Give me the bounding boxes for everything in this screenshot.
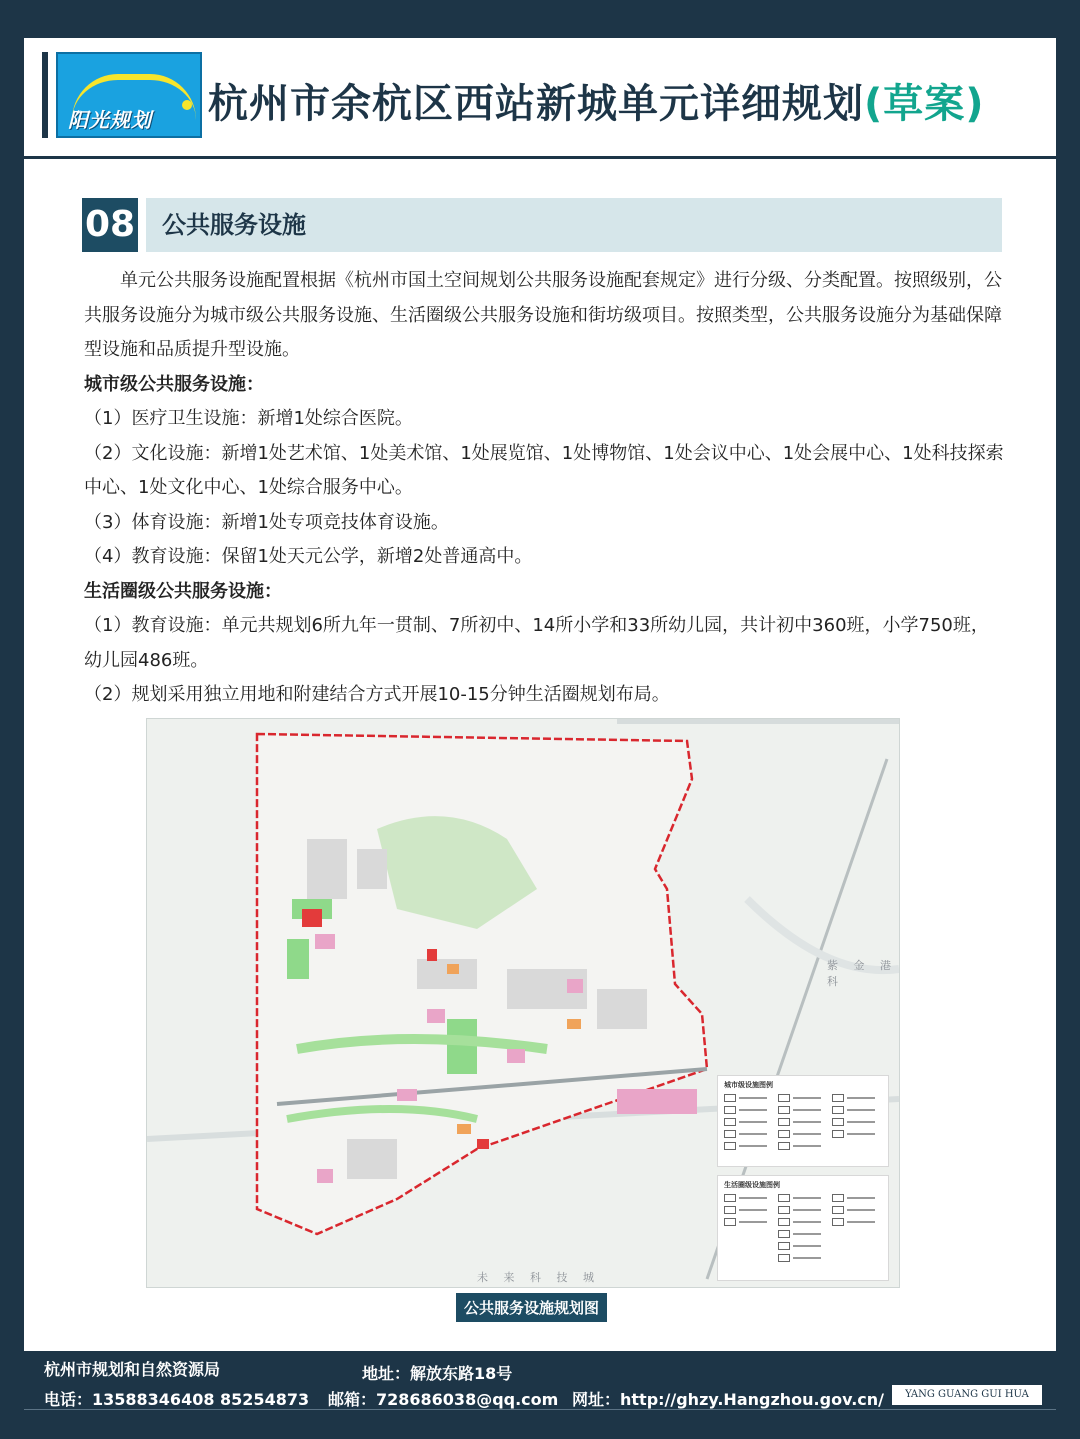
legend-entry: [724, 1142, 770, 1150]
legend-entry: [778, 1130, 824, 1138]
map-label-south: 未 来 科 技 城: [477, 1271, 600, 1284]
body-text: [84, 264, 1004, 713]
legend-entry: [724, 1206, 770, 1214]
legend-life-circle: [717, 1175, 889, 1281]
legend-entry: [832, 1118, 878, 1126]
footer-phone: 电话：13588346408 85254873: [44, 1390, 310, 1409]
title-suffix: (草案): [864, 81, 985, 127]
section-header: [146, 198, 1002, 252]
legend-life-title: 生活圈级设施图例: [724, 1181, 780, 1189]
header-accent-bar: [42, 52, 48, 138]
life-circle-heading: 生活圈级公共服务设施：: [84, 580, 282, 602]
legend-entry: [778, 1254, 824, 1262]
page-title: [208, 72, 985, 129]
legend-entry: [832, 1206, 878, 1214]
footer-address: 地址：解放东路18号: [362, 1364, 513, 1383]
legend-entry: [778, 1242, 824, 1250]
section-title: 公共服务设施: [162, 211, 306, 239]
life-item: （1）教育设施：单元共规划6所九年一贯制、7所初中、14所小学和33所幼儿园，共计初中360班，小学750班，幼儿园486班。: [84, 615, 989, 671]
legend-entry: [832, 1106, 878, 1114]
footer-divider: [24, 1409, 1056, 1410]
footer: [0, 1353, 1080, 1439]
city-item: （1）医疗卫生设施：新增1处综合医院。: [84, 408, 413, 429]
page: [24, 38, 1056, 1351]
section-number: 08: [82, 198, 138, 252]
legend-city-title: 城市级设施图例: [724, 1081, 773, 1089]
legend-entry: [778, 1094, 824, 1102]
footer-brand: YANG GUANG GUI HUA: [892, 1385, 1042, 1405]
legend-entry: [832, 1194, 878, 1202]
legend-entry: [724, 1094, 770, 1102]
legend-city: [717, 1075, 889, 1167]
header: [24, 38, 1056, 159]
legend-entry: [832, 1130, 878, 1138]
footer-email: 邮箱：728686038@qq.com: [328, 1390, 559, 1409]
city-item: （2）文化设施：新增1处艺术馆、1处美术馆、1处展览馆、1处博物馆、1处会议中心、1处会展中心、1处科技探索中心、1处文化中心、1处综合服务中心。: [84, 442, 1004, 498]
legend-entry: [778, 1218, 824, 1226]
intro-paragraph: 单元公共服务设施配置根据《杭州市国土空间规划公共服务设施配套规定》进行分级、分类配置。按照级别，公共服务设施分为城市级公共服务设施、生活圈级公共服务设施和街坊级项目。按照类型，公共服务设施分为基础保障型设施和品质提升型设施。: [84, 270, 1002, 360]
map-label-east: 紫 金 港 科: [827, 959, 897, 988]
legend-entry: [778, 1106, 824, 1114]
legend-entry: [832, 1094, 878, 1102]
logo-text: 阳光规划: [68, 108, 152, 132]
legend-entry: [724, 1218, 770, 1226]
legend-entry: [724, 1106, 770, 1114]
city-level-heading: 城市级公共服务设施：: [84, 373, 264, 395]
footer-organization: 杭州市规划和自然资源局: [44, 1360, 221, 1379]
legend-entry: [724, 1118, 770, 1126]
city-item: （3）体育设施：新增1处专项竞技体育设施。: [84, 511, 449, 533]
planning-map: [146, 718, 900, 1288]
life-item: （2）规划采用独立用地和附建结合方式开展10-15分钟生活圈规划布局。: [84, 684, 670, 705]
legend-entry: [778, 1142, 824, 1150]
map-caption: 公共服务设施规划图: [456, 1293, 607, 1322]
legend-entry: [832, 1218, 878, 1226]
legend-entry: [778, 1118, 824, 1126]
legend-entry: [778, 1194, 824, 1202]
logo: [56, 52, 202, 138]
legend-entry: [778, 1230, 824, 1238]
title-main: 杭州市余杭区西站新城单元详细规划: [208, 81, 864, 127]
city-item: （4）教育设施：保留1处天元公学，新增2处普通高中。: [84, 546, 533, 567]
legend-entry: [724, 1194, 770, 1202]
legend-entry: [724, 1130, 770, 1138]
logo-dot-icon: [182, 100, 192, 110]
legend-entry: [778, 1206, 824, 1214]
footer-website: 网址：http://ghzy.Hangzhou.gov.cn/: [572, 1390, 884, 1409]
